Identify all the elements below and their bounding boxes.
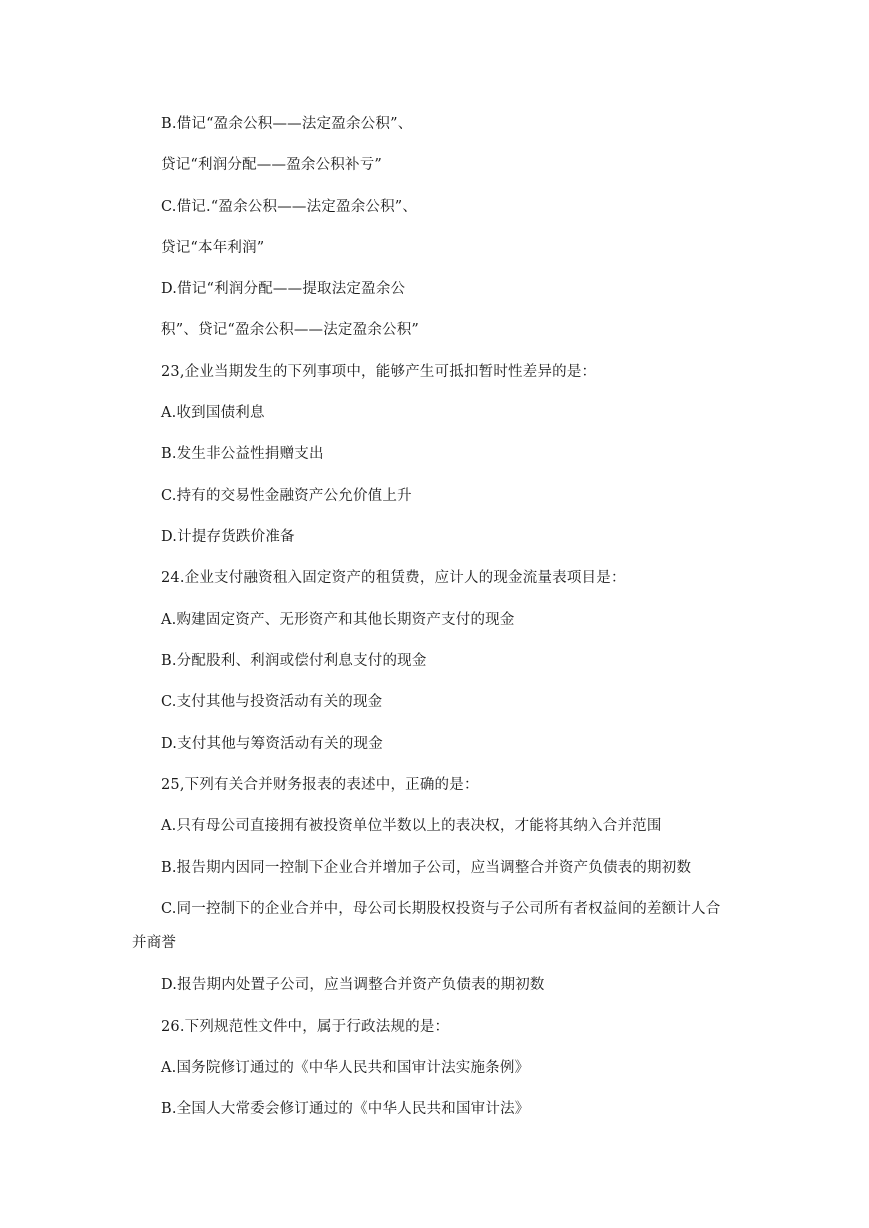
q26-option-b: B.全国人大常委会修订通过的《中华人民共和国审计法》 [161, 1101, 530, 1117]
q23-option-a: A.收到国债利息 [161, 405, 265, 421]
q24-option-b: B.分配股利、利润或偿付利息支付的现金 [161, 653, 427, 669]
q25-option-c-line-2: 并商誉 [132, 935, 177, 951]
q25-option-c-line-1: C.同一控制下的企业合并中，母公司长期股权投资与子公司所有者权益间的差额计人合 [161, 901, 721, 917]
option-c-line-2: 贷记“本年利润” [161, 240, 265, 256]
option-d-line-1: D.借记“利润分配——提取法定盈余公 [161, 281, 406, 297]
q24-option-d: D.支付其他与筹资活动有关的现金 [161, 736, 383, 752]
option-d-line-2: 积”、贷记“盈余公积——法定盈余公积” [161, 322, 420, 338]
q25-option-a: A.只有母公司直接拥有被投资单位半数以上的表决权，才能将其纳入合并范围 [161, 818, 662, 834]
q26-option-a: A.国务院修订通过的《中华人民共和国审计法实施条例》 [161, 1060, 530, 1076]
question-23: 23,企业当期发生的下列事项中，能够产生可抵扣暂时性差异的是： [161, 364, 597, 380]
question-26: 26.下列规范性文件中，属于行政法规的是： [161, 1019, 450, 1035]
q25-option-b: B.报告期内因同一控制下企业合并增加子公司，应当调整合并资产负债表的期初数 [161, 860, 692, 876]
question-24: 24.企业支付融资租入固定资产的租赁费，应计人的现金流量表项目是： [161, 570, 626, 586]
q24-option-c: C.支付其他与投资活动有关的现金 [161, 694, 383, 710]
q25-option-d: D.报告期内处置子公司，应当调整合并资产负债表的期初数 [161, 977, 545, 993]
q23-option-c: C.持有的交易性金融资产公允价值上升 [161, 488, 412, 504]
option-c-line-1: C.借记.“盈余公积——法定盈余公积”、 [161, 199, 418, 215]
question-25: 25,下列有关合并财务报表的表述中，正确的是： [161, 777, 479, 793]
option-b-line-1: B.借记“盈余公积——法定盈余公积”、 [161, 116, 413, 132]
q23-option-d: D.计提存货跌价准备 [161, 529, 295, 545]
q23-option-b: B.发生非公益性捐赠支出 [161, 446, 324, 462]
option-b-line-2: 贷记“利润分配——盈余公积补亏” [161, 157, 383, 173]
q24-option-a: A.购建固定资产、无形资产和其他长期资产支付的现金 [161, 612, 515, 628]
